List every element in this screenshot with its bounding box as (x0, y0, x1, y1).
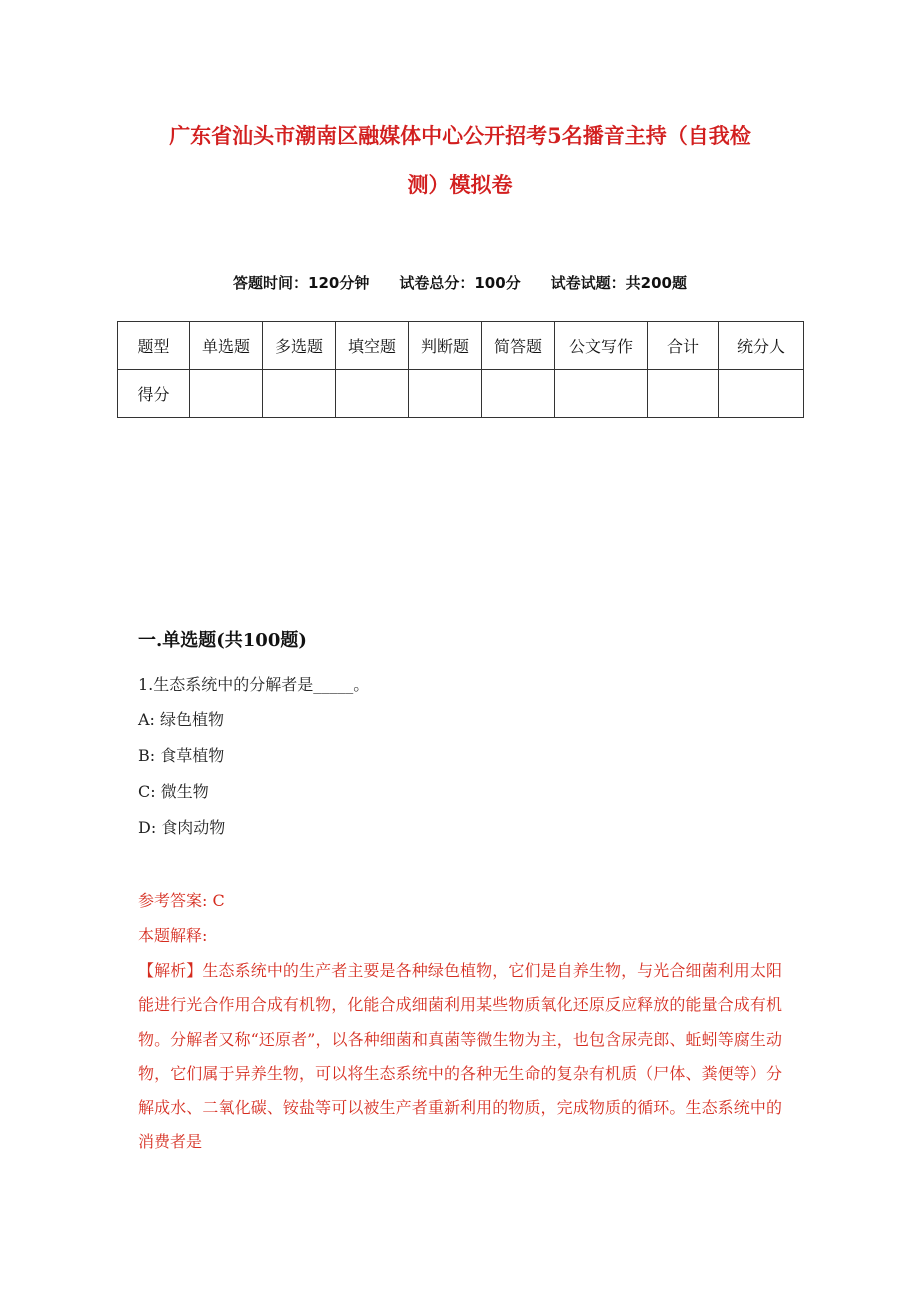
score-table-header-cell: 填空题 (336, 322, 409, 370)
exam-time: 答题时间：120分钟 (233, 274, 370, 292)
answer-label: 参考答案: C (138, 891, 225, 910)
score-table-header-cell: 判断题 (409, 322, 482, 370)
score-table-header-cell: 公文写作 (555, 322, 648, 370)
question-option: D: 食肉动物 (138, 818, 226, 837)
score-table-header-cell: 多选题 (263, 322, 336, 370)
explanation-label: 本题解释: (138, 926, 208, 945)
exam-question-count: 试卷试题：共200题 (550, 274, 687, 292)
exam-total-score: 试卷总分：100分 (399, 274, 521, 292)
section-title: 一.单选题(共100题) (138, 630, 307, 651)
score-table-score-row (118, 370, 804, 418)
score-table-header-cell: 合计 (648, 322, 719, 370)
score-row-label: 得分 (118, 370, 190, 418)
score-cell (482, 370, 555, 418)
score-cell (719, 370, 804, 418)
question-stem: 1.生态系统中的分解者是_____。 (138, 675, 370, 694)
exam-title-line-2: 测）模拟卷 (407, 172, 513, 197)
score-cell (409, 370, 482, 418)
score-table-header-cell: 题型 (118, 322, 190, 370)
question-option: C: 微生物 (138, 782, 209, 801)
score-table-header-cell: 统分人 (719, 322, 804, 370)
score-cell (263, 370, 336, 418)
score-cell (190, 370, 263, 418)
score-table-header-cell: 简答题 (482, 322, 555, 370)
exam-title-line-1: 广东省汕头市潮南区融媒体中心公开招考5名播音主持（自我检 (169, 123, 751, 148)
score-table-header-row (118, 322, 804, 370)
score-cell (555, 370, 648, 418)
score-cell (336, 370, 409, 418)
score-table (117, 321, 804, 418)
score-table-header-cell: 单选题 (190, 322, 263, 370)
exam-meta (0, 272, 920, 293)
score-cell (648, 370, 719, 418)
explanation-text: 【解析】生态系统中的生产者主要是各种绿色植物，它们是自养生物，与光合细菌利用太阳能进行光合作用合成有机物，化能合成细菌利用某些物质氧化还原反应释放的能量合成有机物。分解者又称“还原者”，以各种细菌和真菌等微生物为主，也包含尿壳郎、蚯蚓等腐生动物，它们属于异养生物，可以将生态系统中的各种无生命的复杂有机质（尸体、粪便等）分解成水、二氧化碳、铵盐等可以被生产者重新利用的物质，完成物质的循环。生态系统中的消费者是 (138, 961, 782, 1152)
question-option: B: 食草植物 (138, 746, 225, 765)
question-option: A: 绿色植物 (138, 710, 225, 729)
